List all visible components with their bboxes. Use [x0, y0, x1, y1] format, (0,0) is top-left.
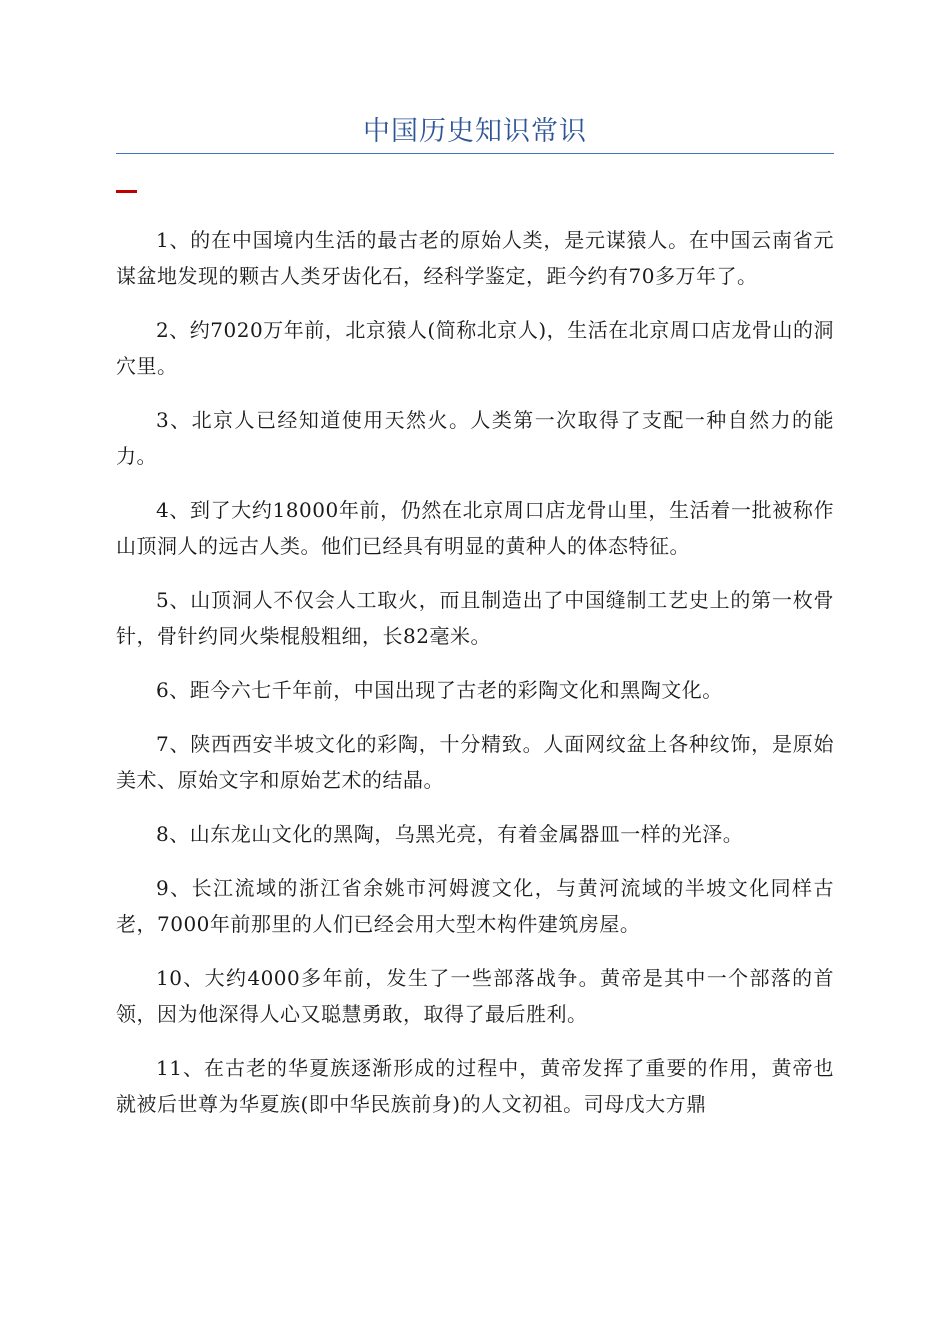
section-marker	[116, 190, 137, 193]
paragraph-1: 1、的在中国境内生活的最古老的原始人类，是元谋猿人。在中国云南省元谋盆地发现的颗古人类牙齿化石，经科学鉴定，距今约有70多万年了。	[116, 228, 834, 288]
page-title: 中国历史知识常识	[363, 116, 587, 147]
paragraph-7: 7、陕西西安半坡文化的彩陶，十分精致。人面网纹盆上各种纹饰，是原始美术、原始文字和原始艺术的结晶。	[116, 732, 834, 792]
paragraph-2: 2、约7020万年前，北京猿人(简称北京人)，生活在北京周口店龙骨山的洞穴里。	[116, 318, 834, 378]
paragraph-11: 11、在古老的华夏族逐渐形成的过程中，黄帝发挥了重要的作用，黄帝也就被后世尊为华夏族(即中华民族前身)的人文初祖。司母戊大方鼎	[116, 1056, 834, 1116]
paragraph-4: 4、到了大约18000年前，仍然在北京周口店龙骨山里，生活着一批被称作山顶洞人的远古人类。他们已经具有明显的黄种人的体态特征。	[116, 498, 834, 558]
paragraph-6: 6、距今六七千年前，中国出现了古老的彩陶文化和黑陶文化。	[156, 678, 723, 702]
title-underline	[116, 153, 834, 154]
paragraph-5: 5、山顶洞人不仅会人工取火，而且制造出了中国缝制工艺史上的第一枚骨针，骨针约同火柴棍般粗细，长82毫米。	[116, 588, 834, 648]
paragraph-8: 8、山东龙山文化的黑陶，乌黑光亮，有着金属器皿一样的光泽。	[156, 822, 744, 846]
document-body	[116, 222, 834, 1140]
paragraph-10: 10、大约4000多年前，发生了一些部落战争。黄帝是其中一个部落的首领，因为他深得人心又聪慧勇敢，取得了最后胜利。	[116, 966, 834, 1026]
paragraph-3: 3、北京人已经知道使用天然火。人类第一次取得了支配一种自然力的能力。	[116, 408, 834, 468]
paragraph-9: 9、长江流域的浙江省余姚市河姆渡文化，与黄河流域的半坡文化同样古老，7000年前那里的人们已经会用大型木构件建筑房屋。	[116, 876, 834, 936]
